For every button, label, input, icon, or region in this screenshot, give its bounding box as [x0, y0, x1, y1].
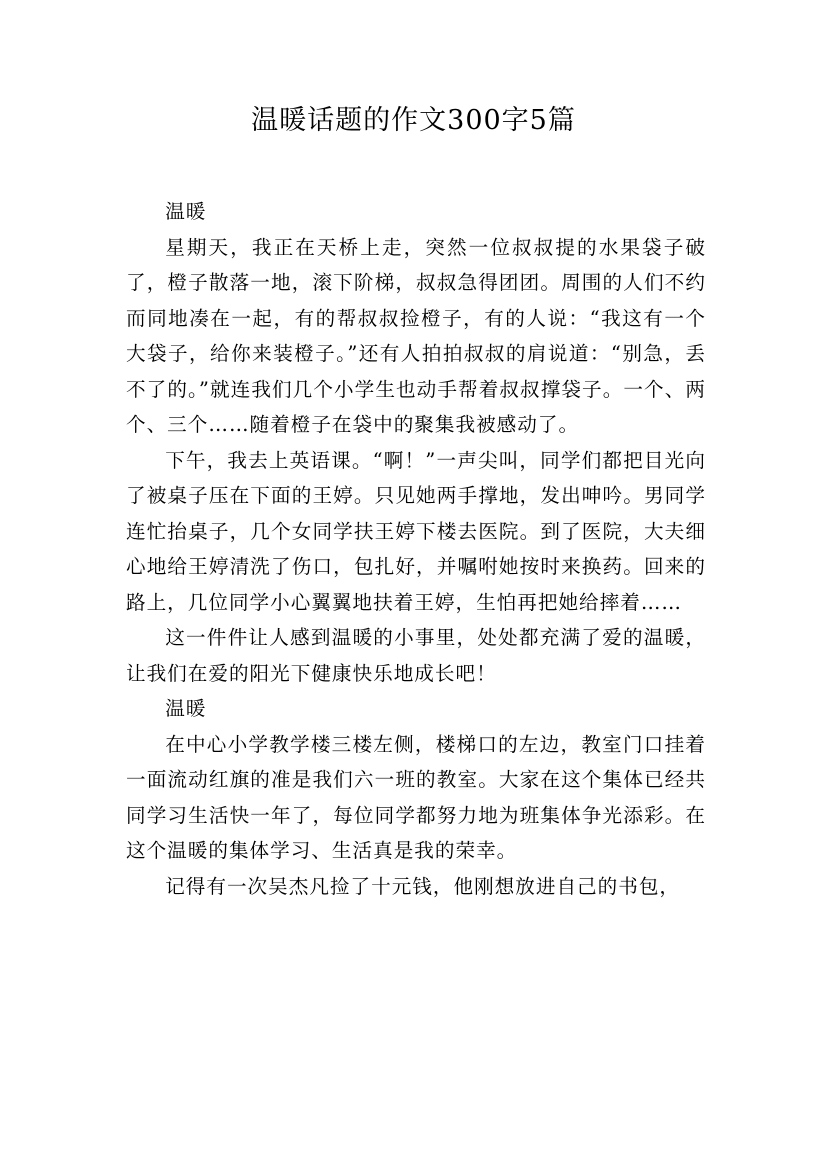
section-heading: 温暖 [165, 697, 207, 720]
paragraph: 记得有一次吴杰凡捡了十元钱，他刚想放进自己的书包， [165, 874, 681, 898]
paragraph: 在中心小学教学楼三楼左侧，楼梯口的左边，教室门口挂着一面流动红旗的准是我们六一班的教室。大家在这个集体已经共同学习生活快一年了，每位同学都努力地为班集体争光添彩。在这个温暖的集体学习、生活真是我的荣幸。 [126, 732, 706, 862]
document-body [126, 194, 706, 904]
document-title: 温暖话题的作文300字5篇 [251, 105, 576, 136]
paragraph: 星期天，我正在天桥上走，突然一位叔叔提的水果袋子破了，橙子散落一地，滚下阶梯，叔叔急得团团。周围的人们不约而同地凑在一起，有的帮叔叔捡橙子，有的人说：“我这有一个大袋子，给你来装橙子。”还有人拍拍叔叔的肩说道：“别急，丢不了的。”就连我们几个小学生也动手帮着叔叔撑袋子。一个、两个、三个……随着橙子在袋中的聚集我被感动了。 [126, 235, 706, 436]
paragraph: 这一件件让人感到温暖的小事里，处处都充满了爱的温暖，让我们在爱的阳光下健康快乐地成长吧！ [126, 626, 706, 685]
paragraph: 下午，我去上英语课。“啊！”一声尖叫，同学们都把目光向了被桌子压在下面的王婷。只见她两手撑地，发出呻吟。男同学连忙抬桌子，几个女同学扶王婷下楼去医院。到了医院，大夫细心地给王婷清洗了伤口，包扎好，并嘱咐她按时来换药。回来的路上，几位同学小心翼翼地扶着王婷，生怕再把她给摔着…… [126, 448, 706, 614]
section-heading: 温暖 [165, 200, 207, 223]
